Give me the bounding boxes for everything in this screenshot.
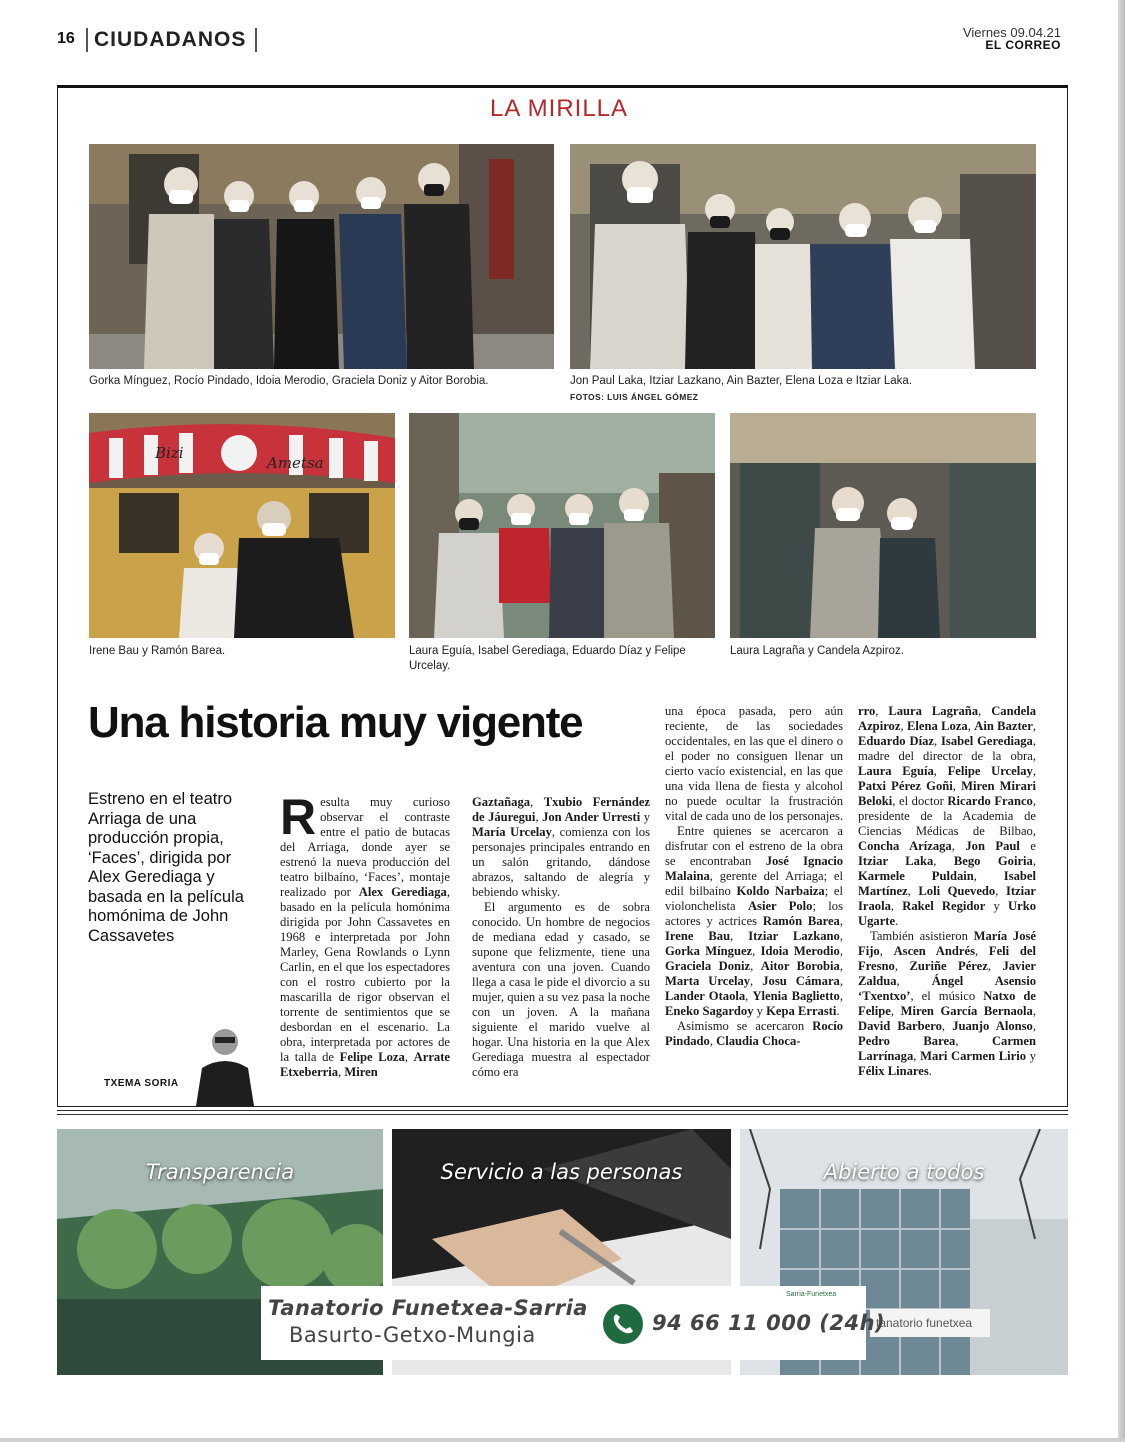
photo-caption-3: Irene Bau y Ramón Barea. <box>89 645 226 657</box>
section-divider <box>255 28 257 52</box>
divider-rule <box>57 1114 1068 1115</box>
ad-logo: Sarria-Funetxea <box>786 1291 837 1298</box>
ad-panel-label: Abierto a todos <box>823 1160 985 1184</box>
photo-group-1 <box>89 144 554 369</box>
page-edge <box>1118 0 1125 1442</box>
ad-panel-label: Transparencia <box>145 1160 295 1184</box>
photo-group-2 <box>570 144 1036 369</box>
article-column-1: Resulta muy curioso observar el contraste entre el patio de butacas del Arriaga, donde ayer se estrenó la nueva producción del teatro bilbaíno, ‘Faces’, montaje realizado por Alex Gerediaga, basado en la película homónima dirigida por John Cassavetes en 1968 e interpretada por John Marley, Gena Rowlands o Lynn Carlin, en el que los espectadores con el rostro cubierto por la mascarilla de rigor observan el torrente de sentimientos que se desbordan en el escenario. La obra, interpretada por actores de la talla de Felipe Loza, Arrate Etxeberria, Miren <box>280 789 450 1079</box>
article-headline: Una historia muy vigente <box>88 698 583 747</box>
svg-text:Bizi: Bizi <box>155 444 184 462</box>
article-standfirst: Estreno en el teatro Arriaga de una producción propia, ‘Faces’, dirigida por Alex Gerediaga y basada en la película homónima de John Cassavetes <box>88 790 244 945</box>
photo-caption-4: Laura Eguía, Isabel Gerediaga, Eduardo Díaz y Felipe Urcelay. <box>409 645 686 672</box>
ad-panel-label: Servicio a las personas <box>440 1160 683 1184</box>
page-number: 16 <box>57 30 75 47</box>
ad-locations: Basurto-Getxo-Mungia <box>289 1323 536 1347</box>
photo-caption-1: Gorka Mínguez, Rocío Pindado, Idoia Merodio, Graciela Doniz y Aitor Borobia. <box>89 375 489 387</box>
byline: TXEMA SORIA <box>104 1078 179 1089</box>
svg-text:Ametsa: Ametsa <box>267 454 324 472</box>
photo-pair-3 <box>89 413 395 638</box>
ad-phone-number: 94 66 11 000 (24h) <box>652 1311 886 1335</box>
photo-pair-5 <box>730 413 1036 638</box>
ad-business-name: Tanatorio Funetxea-Sarria <box>268 1296 588 1320</box>
photo-group-4 <box>409 413 715 638</box>
divider-rule <box>57 1110 1068 1111</box>
section-divider <box>86 28 88 52</box>
photo-credit: FOTOS: LUIS ÁNGEL GÓMEZ <box>570 392 699 402</box>
photo-caption-5: Laura Lagraña y Candela Azpiroz. <box>730 645 904 657</box>
section-name: CIUDADANOS <box>94 28 247 51</box>
article-column-4: rro, Laura Lagraña, Candela Azpiroz, Elena Loza, Ain Bazter, Eduardo Díaz, Isabel Gerediaga, madre del director de la obra, Laura Eguía, Felipe Urcelay, Patxi Pérez Goñi, Miren Mirari Beloki, el doctor Ricardo Franco, presidente de la Academia de Ciencias Médicas de Bilbao, Concha Arízaga, Jon Paul e Itziar Laka, Bego Goiria, Karmele Puldain, Isabel Martínez, Loli Quevedo, Itziar Iraola, Rakel Regidor y Urko Ugarte. También asistieron María José Fijo, Ascen Andrés, Feli del Fresno, Zuriñe Pérez, Javier Zaldua, Ángel Asensio ‘Txentxo’, el músico Natxo de Felipe, Miren García Bernaola, David Barbero, Juanjo Alonso, Pedro Barea, Carmen Larrínaga, Mari Carmen Lirio y Félix Linares. <box>858 704 1037 1078</box>
article-column-2: Gaztañaga, Txubio Fernández de Jáuregui, Jon Ander Urresti y María Urcelay, comienza con los personajes principales entrando en un salón gritando, dándose abrazos, saltando de alegría y bebiendo whisky. El argumento es de sobra conocido. Un hombre de negocios de mediana edad y casado, se supone que felizmente, tiene una aventura con una joven. Cuando llega a casa le pide el divorcio a su mujer, quien a su vez pasa la noche con un joven. A la mañana siguiente el marido vuelve al hogar. Una historia en la que Alex Gerediaga muestra al espectador cómo era <box>472 795 651 1079</box>
newspaper-name: EL CORREO <box>985 38 1061 52</box>
svg-text:tanatorio funetxea: tanatorio funetxea <box>876 1316 973 1330</box>
issue-date: Viernes 09.04.21 <box>962 25 1061 40</box>
phone-icon <box>603 1304 643 1344</box>
article-column-3: una época pasada, pero aún reciente, de las sociedades occidentales, en las que el dinero o el poder no consiguen llenar un cierto vacío existencial, en las que una vida llena de fiesta y alcohol no puede ocultar la frustración vital de cada uno de los personajes. Entre quienes se acercaron a disfrutar con el estreno de la obra se encontraban José Ignacio Malaina, gerente del Arriaga; el edil bilbaíno Koldo Narbaiza; el violonchelista Asier Polo; los actores y actrices Ramón Barea, Irene Bau, Itziar Lazkano, Gorka Mínguez, Idoia Merodio, Graciela Doniz, Aitor Borobia, Marta Urcelay, Josu Cámara, Lander Otaola, Ylenia Baglietto, Eneko Sagardoy y Kepa Errasti. Asimismo se acercaron Rocío Pindado, Claudia Choca- <box>665 704 844 1048</box>
author-portrait <box>188 1020 258 1106</box>
photo-caption-2: Jon Paul Laka, Itziar Lazkano, Ain Bazter, Elena Loza e Itziar Laka. <box>570 375 913 387</box>
page-edge <box>0 1438 1125 1442</box>
kicker: LA MIRILLA <box>489 95 629 122</box>
